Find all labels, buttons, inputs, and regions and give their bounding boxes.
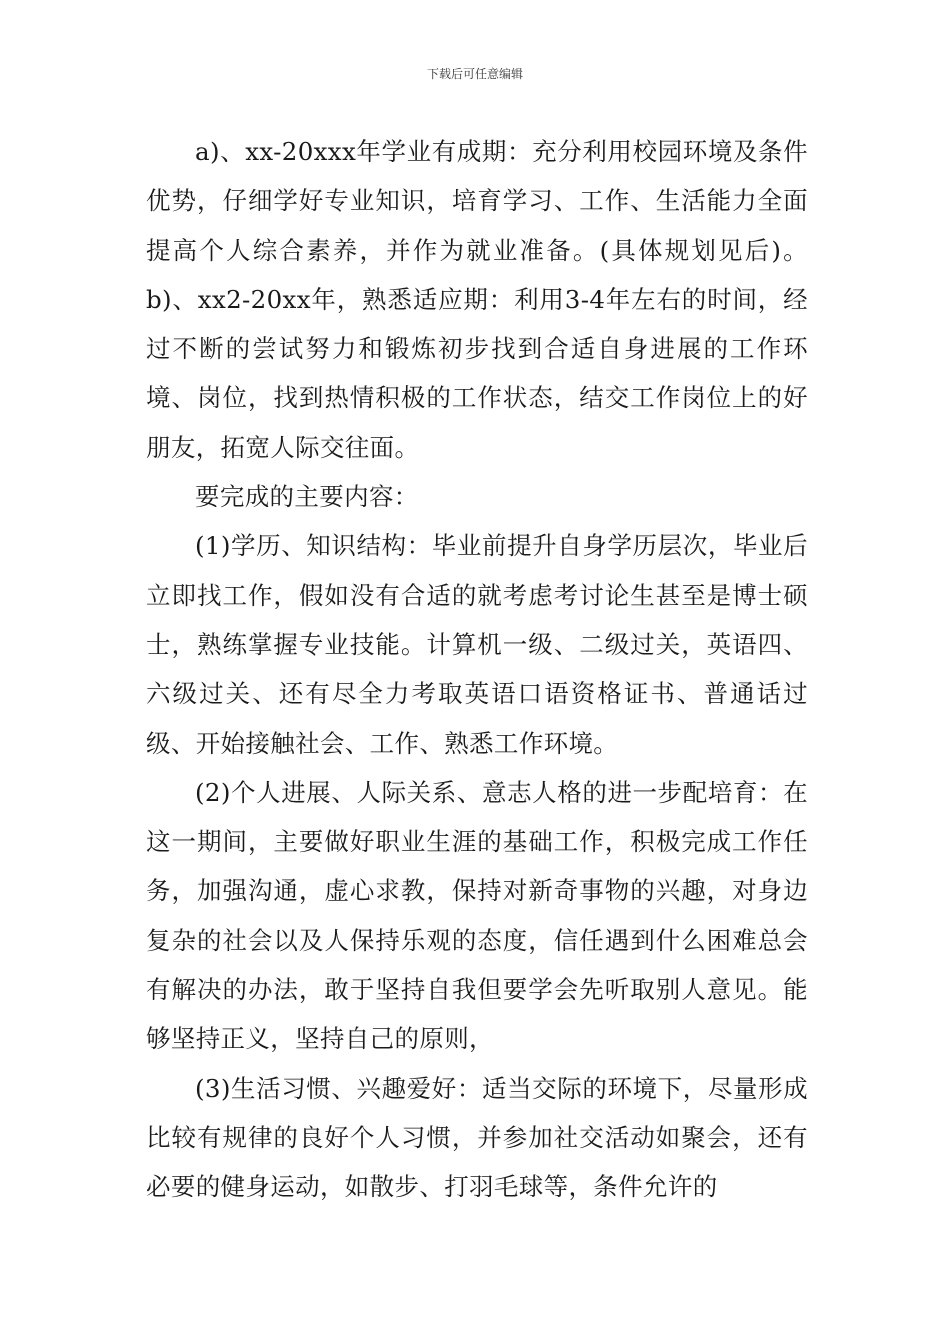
paragraph-habits-interests: (3)生活习惯、兴趣爱好：适当交际的环境下，尽量形成比较有规律的良好个人习惯，并参加社交活动如聚会，还有必要的健身运动，如散步、打羽毛球等，条件允许的 xyxy=(146,1073,808,1202)
paragraph-personal-development: (2)个人进展、人际关系、意志人格的进一步配培育：在这一期间，主要做好职业生涯的基础工作，积极完成工作任务，加强沟通，虚心求教，保持对新奇事物的兴趣，对身边复杂的社会以及人保持乐观的态度，信任遇到什么困难总会有解决的办法，敢于坚持自我但要学会先听取别人意见。能够坚持正义，坚持自己的原则， xyxy=(146,777,808,1054)
paragraph-main-content-heading: 要完成的主要内容： xyxy=(195,482,419,512)
paragraph-career-phases: a)、xx-20xxx年学业有成期：充分利用校园环境及条件优势，仔细学好专业知识，培育学习、工作、生活能力全面提高个人综合素养，并作为就业准备。(具体规划见后)。b)、xx2-20xx年，熟悉适应期：利用3-4年左右的时间，经过不断的尝试努力和锻炼初步找到合适自身进展的工作环境、岗位，找到热情积极的工作状态，结交工作岗位上的好朋友，拓宽人际交往面。 xyxy=(146,137,808,462)
page-header: 下载后可任意编辑 xyxy=(426,67,523,81)
paragraph-education-knowledge: (1)学历、知识结构：毕业前提升自身学历层次，毕业后立即找工作，假如没有合适的就考虑考讨论生甚至是博士硕士，熟练掌握专业技能。计算机一级、二级过关，英语四、六级过关、还有尽全力考取英语口语资格证书、普通话过级、开始接触社会、工作、熟悉工作环境。 xyxy=(146,531,808,758)
document-body xyxy=(146,127,808,1212)
